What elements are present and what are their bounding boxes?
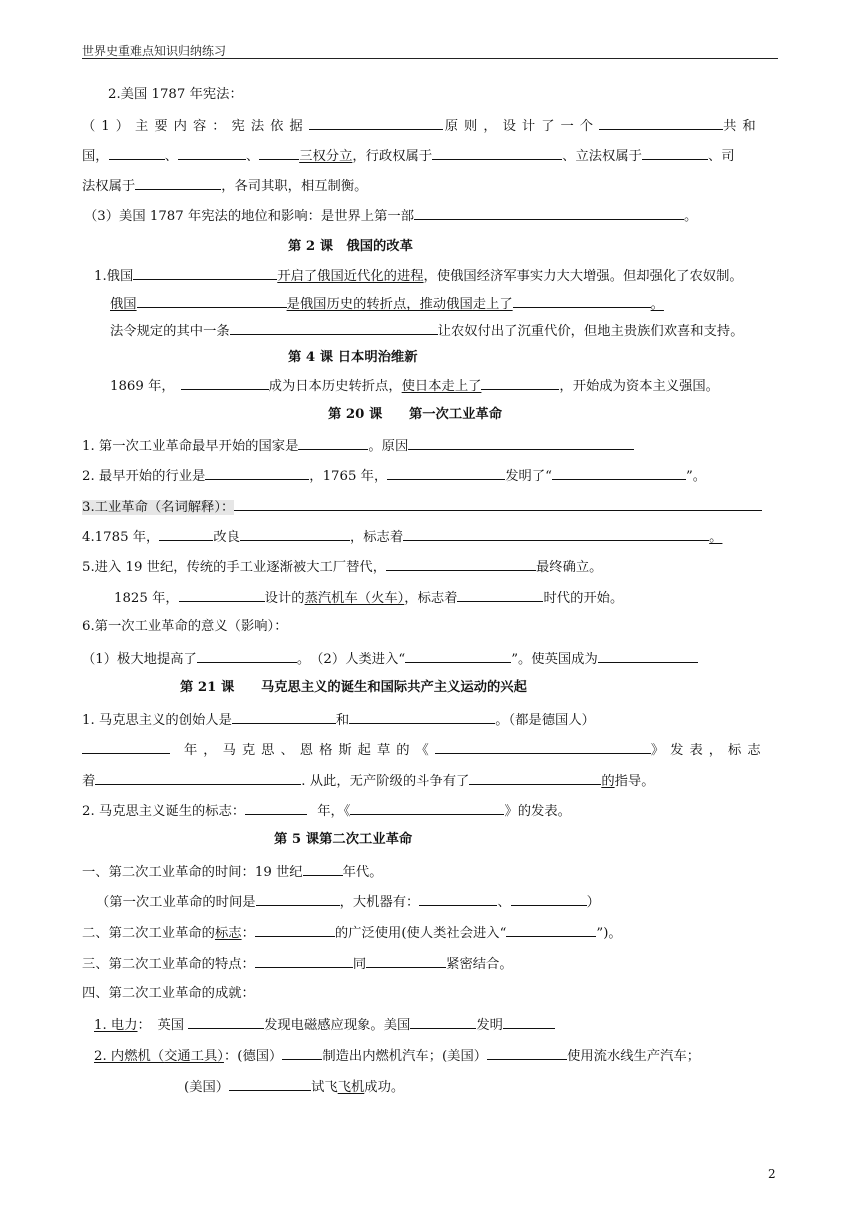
blank[interactable] <box>503 1015 555 1029</box>
blank[interactable] <box>350 801 504 815</box>
blank[interactable] <box>234 497 762 511</box>
blank[interactable] <box>255 923 335 937</box>
blank[interactable] <box>245 801 307 815</box>
blank[interactable] <box>197 649 297 663</box>
section-heading: 第 5 课第二次工业革命 <box>274 832 413 847</box>
section-heading: 第 4 课 日本明治维新 <box>288 350 418 365</box>
blank[interactable] <box>256 892 340 906</box>
header-rule <box>82 58 778 59</box>
section-heading: 第 21 课 马克思主义的诞生和国际共产主义运动的兴起 <box>180 680 527 695</box>
text-line: 一、第二次工业革命的时间：19 世纪 年代。 <box>82 862 383 882</box>
blank[interactable] <box>642 146 708 160</box>
text-line: 年，马克思、恩格斯起草的《 》发表，标志 <box>82 740 767 760</box>
blank[interactable] <box>435 740 651 754</box>
blank[interactable] <box>135 176 221 190</box>
blank[interactable] <box>179 588 265 602</box>
blank[interactable] <box>255 954 353 968</box>
blank[interactable] <box>133 266 277 280</box>
text-line: 法令规定的其中一条 让农奴付出了沉重代价，但地主贵族们欢喜和支持。 <box>110 321 744 341</box>
blank[interactable] <box>309 116 443 130</box>
blank[interactable] <box>481 376 559 390</box>
blank[interactable] <box>232 710 336 724</box>
blank[interactable] <box>457 588 543 602</box>
text-line: 三、第二次工业革命的特点： 同 紧密结合。 <box>82 954 513 974</box>
blank[interactable] <box>408 436 634 450</box>
blank[interactable] <box>599 116 723 130</box>
blank[interactable] <box>137 294 287 308</box>
blank[interactable] <box>419 892 497 906</box>
text-line: 2. 最早开始的行业是 ，1765 年， 发明了“ ”。 <box>82 466 706 486</box>
blank[interactable] <box>259 146 299 160</box>
blank[interactable] <box>598 649 698 663</box>
text-line: 1869 年， 成为日本历史转折点，使日本走上了 ，开始成为资本主义强国。 <box>110 376 719 396</box>
blank[interactable] <box>303 862 343 876</box>
text-line: (美国） 试飞飞机成功。 <box>184 1077 404 1097</box>
blank[interactable] <box>414 206 684 220</box>
blank[interactable] <box>188 1015 264 1029</box>
blank[interactable] <box>159 527 213 541</box>
blank[interactable] <box>511 892 587 906</box>
blank[interactable] <box>432 146 562 160</box>
blank[interactable] <box>298 436 368 450</box>
text-line: 2. 内燃机（交通工具）：(德国） 制造出内燃机汽车；(美国） 使用流水线生产汽车； <box>94 1046 700 1066</box>
blank[interactable] <box>240 527 350 541</box>
blank[interactable] <box>349 710 495 724</box>
text-line: 四、第二次工业革命的成就： <box>82 986 255 1001</box>
text-line: 4.1785 年， 改良 ，标志着 。 <box>82 527 722 547</box>
text-line: （第一次工业革命的时间是 ，大机器有： 、 ） <box>96 892 600 912</box>
blank[interactable] <box>178 146 246 160</box>
blank[interactable] <box>386 557 536 571</box>
text-line: 国， 、 、 三权分立，行政权属于 、立法权属于 、司 <box>82 146 735 166</box>
blank[interactable] <box>282 1046 322 1060</box>
section-heading: 第 2 课 俄国的改革 <box>288 239 413 254</box>
blank[interactable] <box>205 466 309 480</box>
text-line: 1.俄国 开启了俄国近代化的进程，使俄国经济军事实力大大增强。但却强化了农奴制。 <box>94 266 743 286</box>
text-line: 1. 马克思主义的创始人是 和 。（都是德国人） <box>82 710 595 730</box>
blank[interactable] <box>410 1015 476 1029</box>
blank[interactable] <box>387 466 505 480</box>
text-line: （3）美国 1787 年宪法的地位和影响：是世界上第一部 。 <box>84 206 697 226</box>
text-line: （1）主要内容：宪法依据 原则，设计了一个 共和 <box>82 116 762 136</box>
text-line: 1. 第一次工业革命最早开始的国家是 。原因 <box>82 436 634 456</box>
blank[interactable] <box>181 376 269 390</box>
page-number: 2 <box>768 1167 776 1181</box>
blank[interactable] <box>403 527 709 541</box>
text-line: 俄国 是俄国历史的转折点，推动俄国走上了 。 <box>110 294 664 314</box>
blank[interactable] <box>552 466 686 480</box>
text-line: 法权属于 ，各司其职，相互制衡。 <box>82 176 367 196</box>
text-line: 1825 年， 设计的蒸汽机车（火车），标志着 时代的开始。 <box>114 588 623 608</box>
text-line: （1）极大地提高了 。 （2）人类进入“ ”。使英国成为 <box>82 649 698 669</box>
blank[interactable] <box>487 1046 567 1060</box>
blank[interactable] <box>469 771 601 785</box>
blank[interactable] <box>82 740 170 754</box>
blank[interactable] <box>405 649 511 663</box>
text-line: 3.工业革命（名词解释）： <box>82 497 762 517</box>
blank[interactable] <box>95 771 301 785</box>
blank[interactable] <box>513 294 651 308</box>
text-line: 二、第二次工业革命的标志： 的广泛使用(使人类社会进入“ ”)。 <box>82 923 622 943</box>
text-line: 5.进入 19 世纪，传统的手工业逐渐被大工厂替代， 最终确立。 <box>82 557 602 577</box>
blank[interactable] <box>109 146 165 160</box>
text-line: 2.美国 1787 年宪法： <box>108 87 243 102</box>
blank[interactable] <box>230 321 438 335</box>
blank[interactable] <box>506 923 596 937</box>
text-line: 1. 电力： 英国 发现电磁感应现象。美国 发明 <box>94 1015 555 1035</box>
text-line: 2. 马克思主义诞生的标志： 年，《 》的发表。 <box>82 801 571 821</box>
blank[interactable] <box>229 1077 311 1091</box>
page-header: 世界史重难点知识归纳练习 <box>82 44 227 58</box>
text-line: 着 . 从此，无产阶级的斗争有了 的指导。 <box>82 771 655 791</box>
blank[interactable] <box>366 954 446 968</box>
text-line: 6.第一次工业革命的意义（影响）： <box>82 619 288 634</box>
section-heading: 第 20 课 第一次工业革命 <box>328 407 503 422</box>
